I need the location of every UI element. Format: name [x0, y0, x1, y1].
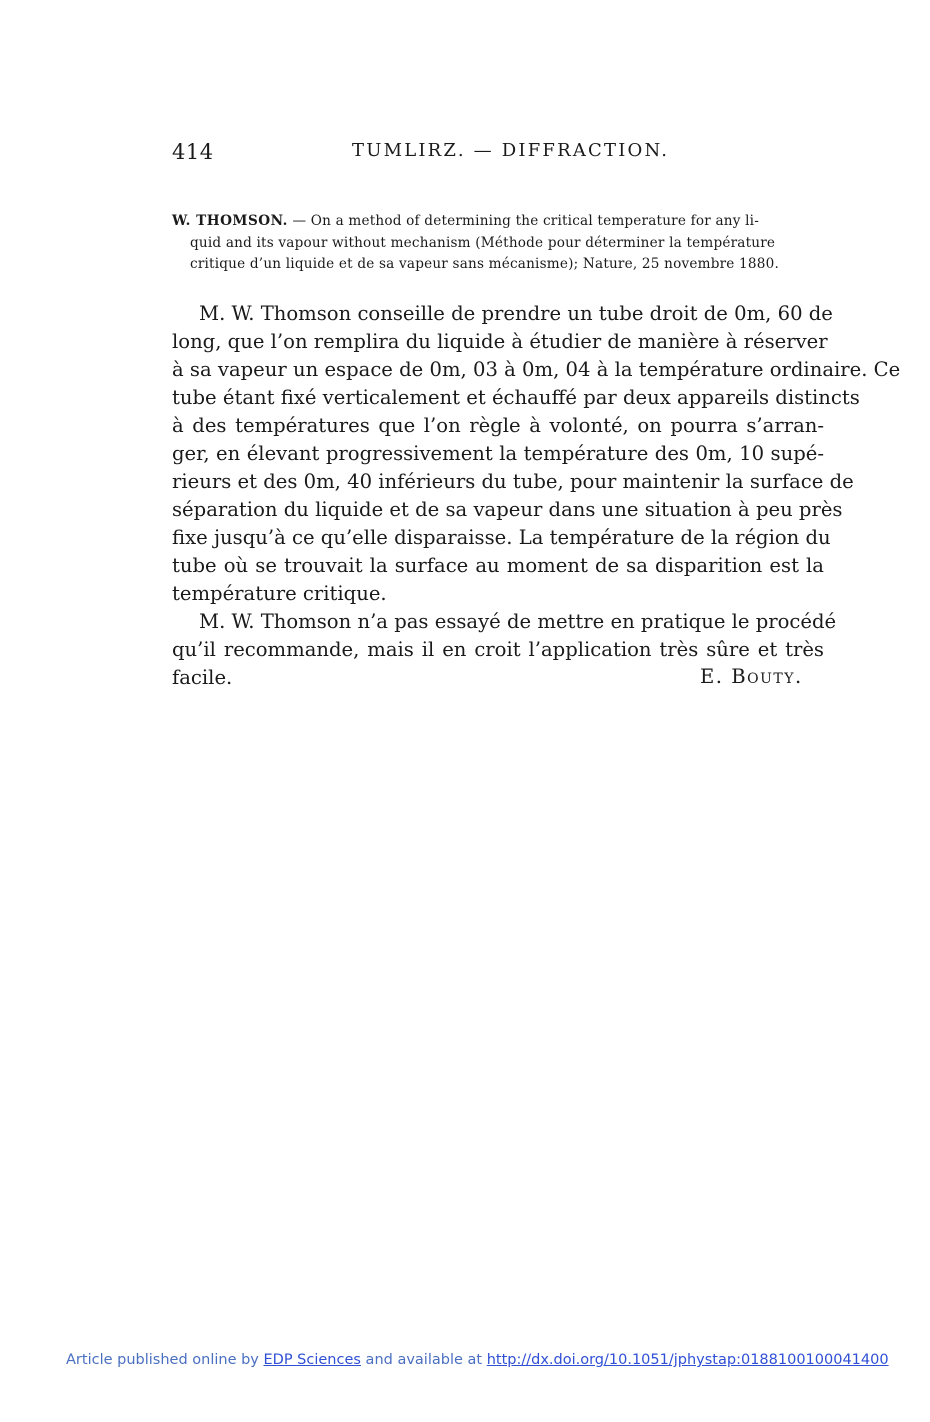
body-line: à des températures que l’on règle à volonté, on pourra s’arran- — [172, 414, 824, 437]
reference-author: W. THOMSON. — [172, 213, 288, 229]
page-number: 414 — [172, 140, 214, 164]
body-line: séparation du liquide et de sa vapeur dans une situation à peu près — [172, 498, 843, 521]
body-line: tube où se trouvait la surface au moment de sa disparition est la — [172, 554, 824, 577]
body-line: ger, en élevant progressivement la température des 0m, 10 supé- — [172, 442, 824, 465]
body-line: à sa vapeur un espace de 0m, 03 à 0m, 04 à la température ordinaire. Ce — [172, 358, 901, 381]
reference-line-2: quid and its vapour without mechanism (Méthode pour déterminer la température — [190, 235, 776, 251]
body-line: M. W. Thomson conseille de prendre un tube droit de 0m, 60 de — [199, 302, 833, 325]
footer-middle: and available at — [360, 1352, 487, 1368]
footer — [66, 1352, 889, 1368]
body-line: rieurs et des 0m, 40 inférieurs du tube, pour maintenir la surface de — [172, 470, 854, 493]
doi-link[interactable]: http://dx.doi.org/10.1051/jphystap:0188100100041400 — [486, 1352, 889, 1368]
body-line: M. W. Thomson n’a pas essayé de mettre en pratique le procédé — [199, 610, 837, 633]
body-line: qu’il recommande, mais il en croit l’application très sûre et très — [172, 638, 824, 661]
signature-name: E. Bouty. — [700, 665, 803, 688]
publisher-link[interactable]: EDP Sciences — [263, 1352, 361, 1368]
reference-title: — On a method of determining the critical temperature for any li- — [287, 213, 760, 229]
running-head: TUMLIRZ. — DIFFRACTION. — [352, 140, 670, 161]
reference-line-3: critique d’un liquide et de sa vapeur sans mécanisme); Nature, 25 novembre 1880. — [190, 256, 779, 272]
reference-line-1 — [172, 213, 824, 229]
body-line: tube étant fixé verticalement et échauffé par deux appareils distincts — [172, 386, 860, 409]
body-line: température critique. — [172, 582, 387, 605]
footer-prefix: Article published online by — [66, 1352, 264, 1368]
body-line: facile. — [172, 666, 233, 689]
signature — [700, 665, 803, 688]
body-line: long, que l’on remplira du liquide à étudier de manière à réserver — [172, 330, 828, 353]
body-line: fixe jusqu’à ce qu’elle disparaisse. La température de la région du — [172, 526, 831, 549]
